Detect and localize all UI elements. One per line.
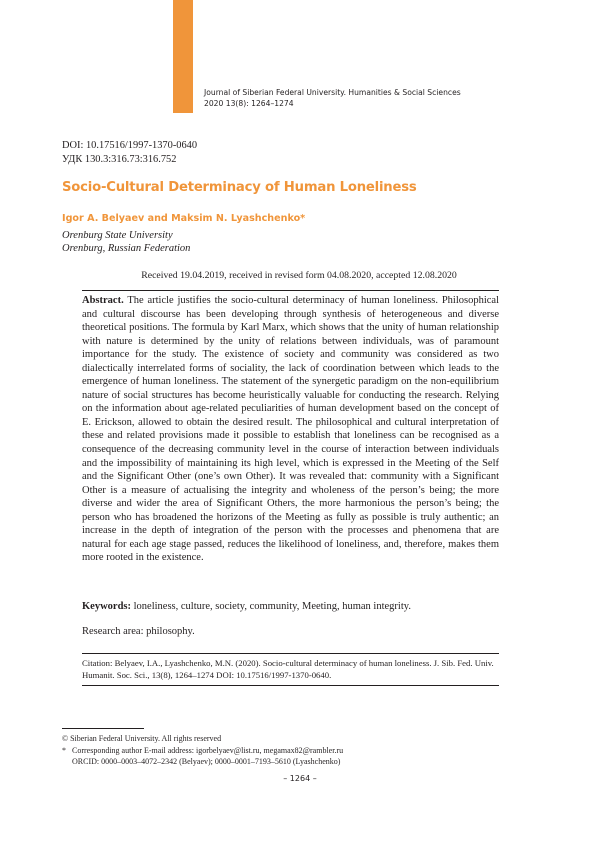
journal-header [204, 87, 461, 109]
doi[interactable]: DOI: 10.17516/1997-1370-0640 [62, 140, 198, 151]
page-number: – 1264 – [283, 774, 317, 783]
article-title: Socio-Cultural Determinacy of Human Loneliness [62, 180, 417, 195]
asterisk-mark: * [62, 745, 66, 755]
affiliation [62, 229, 190, 255]
corresponding-note [62, 745, 343, 757]
research-area: Research area: philosophy. [82, 626, 195, 637]
journal-issue: 2020 13(8): 1264–1274 [204, 99, 294, 108]
udk: УДК 130.3:316.73:316.752 [62, 153, 177, 165]
journal-name: Journal of Siberian Federal University. Humanities & Social Sciences [204, 88, 461, 97]
orcid-note: ORCID: 0000–0003–4072–2342 (Belyaev); 0000–0001–7193–5610 (Lyashchenko) [72, 757, 341, 767]
keywords [82, 600, 499, 614]
abstract [82, 294, 499, 565]
footnote-rule [62, 728, 144, 729]
keywords-label: Keywords: [82, 601, 131, 612]
keywords-text: loneliness, culture, society, community, Meeting, human integrity. [133, 601, 411, 612]
citation-bottom-rule [82, 685, 499, 686]
abstract-top-rule [82, 290, 499, 291]
journal-accent-bar [173, 0, 193, 113]
identifiers [62, 139, 197, 166]
citation: Citation: Belyaev, I.A., Lyashchenko, M.N. (2020). Socio-cultural determinacy of human loneliness. J. Sib. Fed. Univ. Humanit. Soc. Sci., 13(8), 1264–1274 DOI: 10.17516/1997-1370-0640. [82, 658, 494, 680]
received-dates: Received 19.04.2019, received in revised form 04.08.2020, accepted 12.08.2020 [141, 270, 457, 281]
footnotes [62, 733, 343, 768]
citation-top-rule [82, 653, 499, 654]
abstract-label: Abstract. [82, 295, 124, 306]
copyright-note: © Siberian Federal University. All rights reserved [62, 734, 222, 743]
article-authors: Igor A. Belyaev and Maksim N. Lyashchenko* [62, 213, 306, 224]
affiliation-location: Orenburg, Russian Federation [62, 243, 191, 254]
corresponding-email[interactable]: Corresponding author E-mail address: igorbelyaev@list.ru, megamax82@rambler.ru [72, 745, 344, 755]
affiliation-university: Orenburg State University [62, 230, 173, 241]
abstract-text: The article justifies the socio-cultural determinacy of human loneliness. Philosophical and cultural discourse has been developing through synthesis of heterogeneous and diverse theoretical positions. The formula by Karl Marx, which shows that the unity of human relationship with nature is determined by the unity of relations between individuals, was of paramount importance for the study. The existence of society and community was considered as two dialectically interrelated forms of sociality, the lack of coordination between which leads to the emergence of human loneliness. The statement of the synergetic paradigm on the non-equilibrium nature of social structures has become heuristically valuable for conducting the research. Relying on the information about age-related peculiarities of human development based on the concept of E. Erickson, allowed to obtain the desired result. The philosophical and cultural interpretation of these and related provisions made it possible to establish that loneliness can be recognised as a consequence of the decreasing community level in the course of interaction between individuals and the impossibility of maintaining its high level, which is expressed in the Meeting of the Self and the Significant Other (one’s own Other). It was revealed that: community with a Significant Other is a measure of actualising the integrity and wholeness of the person’s being; the more diverse and wider the area of Significant Others, the more harmonious the person’s being; the person who has broadened the horizons of the Meeting as fully as possible is truly authentic; an increase in the depth of integration of the person with the processes and phenomena that are natural for each age stage passed, reduces the likelihood of loneliness, and, therefore, makes them more rooted in the existence. [82, 295, 499, 564]
